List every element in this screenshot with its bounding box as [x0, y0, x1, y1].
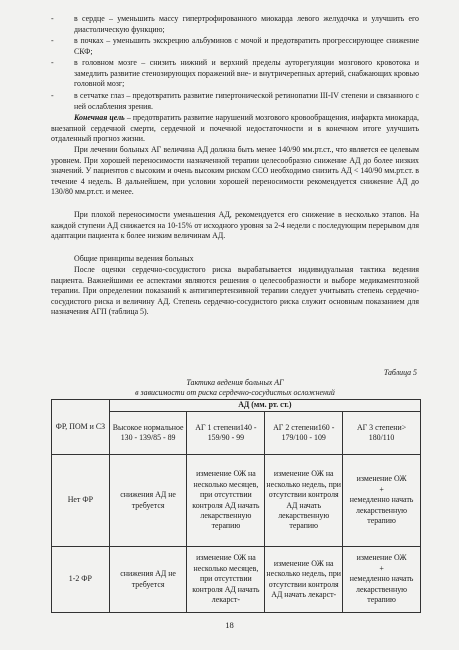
table-cell	[343, 547, 421, 613]
section-heading: Общие принципы ведения больных	[74, 254, 194, 263]
header-ag2: АГ 2 степени160 - 179/100 - 109	[265, 412, 343, 455]
bullet-text: в сердце – уменьшить массу гипертрофированного миокарда левого желудочка и улучшить его диастолическую функцию;	[74, 14, 419, 34]
table-cell: изменение ОЖ на несколько месяцев, при отсутствии контроля АД начать лекарственную терапию	[187, 455, 265, 547]
table-cell: изменение ОЖ на несколько месяцев, при отсутствии контроля АД начать лекарст-	[187, 547, 265, 613]
goal-text: – предотвратить развитие нарушений мозгового кровообращения, инфаркта миокарда, внезапной сердечной смерти, сердечной и почечной недостаточности и в конечном итоге улучшить отдаленный прогноз жизни.	[51, 113, 419, 144]
table-title: Тактика ведения больных АГ	[186, 378, 284, 387]
table-cell: изменение ОЖ на несколько недель, при отсутствии контроля АД начать лекарственную терапию	[265, 455, 343, 547]
goal-paragraph	[51, 113, 419, 145]
cell-line: изменение ОЖ	[356, 474, 407, 484]
paragraph-target-bp: При лечении больных АГ величина АД должна быть менее 140/90 мм.рт.ст., что является ее целевым уровнем. При хорошей переносимости назначенной терапии целесообразно снижение АД до более низких значений. У пациентов с высоким и очень высоким риском ССО необходимо снизить АД < 140/90 мм.рт.ст. в течение 4 недель. В дальнейшем, при условии хорошей переносимости рекомендуется снижение АД до 130/80 мм.рт.ст. и менее.	[51, 145, 419, 197]
cell-line: немедленно начать лекарственную терапию	[349, 495, 414, 526]
table-header-group-row	[52, 400, 421, 412]
row-label: 1-2 ФР	[52, 547, 110, 613]
bullet-text: в сетчатке глаз – предотвратить развитие гипертонической ретинопатии III-IV степени и связанного с ней ослабления зрения.	[74, 91, 419, 111]
bullet-item-kidneys	[51, 36, 419, 57]
paragraph-stepwise: При плохой переносимости уменьшения АД, рекомендуется его снижение в несколько этапов. На каждой ступени АД снижается на 10-15% от исходного уровня за 2-4 недели с последующим перерывом для адаптации пациента к более низким величинам АД.	[51, 210, 419, 241]
header-ag1: АГ 1 степени140 - 159/90 - 99	[187, 412, 265, 455]
bullet-item-brain	[51, 58, 419, 90]
table-caption: Таблица 5	[383, 368, 417, 377]
bullet-item-retina	[51, 91, 419, 112]
table-cell: снижения АД не требуется	[109, 455, 187, 547]
paragraph-risk-assessment: После оценки сердечно-сосудистого риска вырабатывается индивидуальная тактика ведения пациента. Важнейшими ее аспектами являются решения о целесообразности и выборе медикаментозной терапии. При определении показаний к антигипертензивной терапии следует учитывать степень сердечно-сосудистого риска и величину АД. Степень сердечно-сосудистого риска служит основным показанием для назначения АГП (таблица 5).	[51, 265, 419, 317]
table-cell	[343, 455, 421, 547]
tactics-table	[51, 399, 421, 613]
table-cell: снижения АД не требуется	[109, 547, 187, 613]
bullet-dash: -	[51, 14, 54, 23]
cell-line: +	[379, 563, 384, 573]
bullet-dash: -	[51, 58, 54, 67]
bullet-text: в почках – уменьшить экскрецию альбуминов с мочой и предотвратить прогрессирующее снижение СКФ;	[74, 36, 419, 56]
table-subtitle: в зависимости от риска сердечно-сосудистых осложнений	[135, 388, 335, 397]
bullet-dash: -	[51, 36, 54, 45]
page-number: 18	[225, 620, 234, 630]
header-risk-factors: ФР, ПОМ и СЗ	[52, 400, 110, 455]
table-row	[52, 455, 421, 547]
header-high-normal: Высокое нормальное 130 - 139/85 - 89	[109, 412, 187, 455]
header-bp-group: АД (мм. рт. ст.)	[109, 400, 420, 412]
bullet-text: в головном мозге – снизить нижний и верхний пределы ауторегуляции мозгового кровотока и замедлить развитие стенозирующих поражений вне- и внутричерепных артерий, снабжающих кровью головной мозг;	[74, 58, 419, 89]
row-label: Нет ФР	[52, 455, 110, 547]
bullet-item-heart	[51, 14, 419, 35]
table-row	[52, 547, 421, 613]
table-cell: изменение ОЖ на несколько недель, при отсутствии контроля АД начать лекарст-	[265, 547, 343, 613]
cell-line: +	[379, 484, 384, 494]
bullet-dash: -	[51, 91, 54, 100]
cell-line: изменение ОЖ	[356, 553, 407, 563]
goal-label: Конечная цель	[74, 113, 125, 122]
header-ag3: АГ 3 степени> 180/110	[343, 412, 421, 455]
cell-line: немедленно начать лекарственную терапию	[349, 574, 414, 605]
